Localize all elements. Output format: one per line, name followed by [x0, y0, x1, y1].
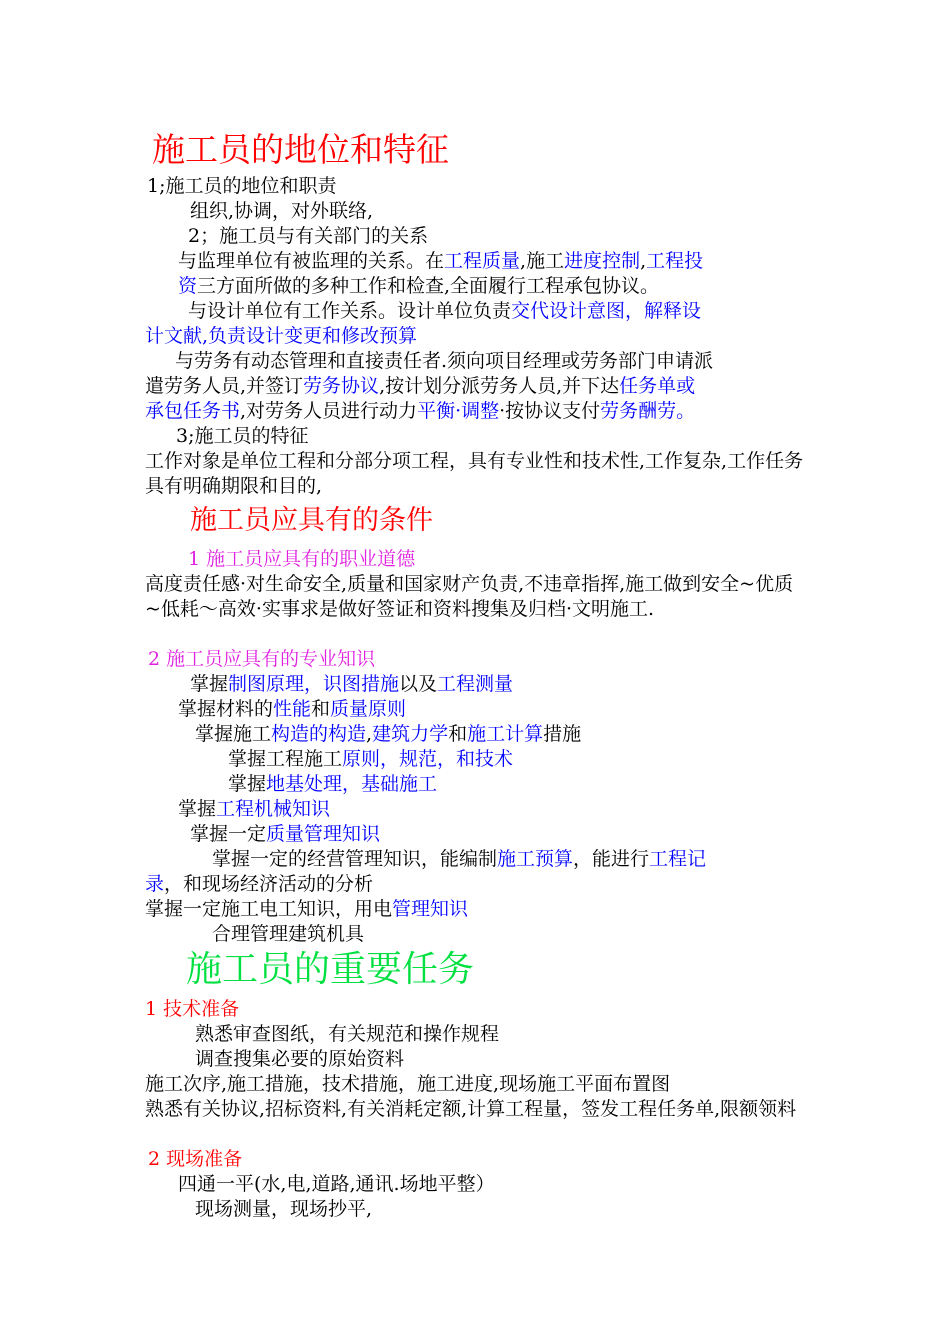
knowledge-item: 掌握工程施工原则，规范，和技术	[228, 748, 514, 770]
text: 与设计单位有工作关系。设计单位负责	[188, 300, 512, 322]
knowledge-item: 掌握一定施工电工知识，用电管理知识	[145, 898, 469, 920]
knowledge-item: 掌握一定质量管理知识	[190, 823, 381, 845]
labor-para-line3: 承包任务书,对劳务人员进行动力平衡·调整·按协议支付劳务酬劳。	[145, 400, 696, 422]
heading-status-and-features: 施工员的地位和特征	[152, 130, 449, 169]
text: 三方面所做的多种工作和检查,全面履行工程承包协议。	[197, 275, 660, 297]
knowledge-item: 掌握制图原理，识图措施以及工程测量	[190, 673, 514, 695]
design-para-line2: 计文献,负责设计变更和修改预算	[145, 325, 418, 347]
section-title-status-duties: 1;施工员的地位和职责	[147, 175, 337, 197]
task-item: 熟悉有关协议,招标资料,有关消耗定额,计算工程量，签发工程任务单,限额领料	[145, 1098, 797, 1120]
site-item: 四通一平(水,电,道路,通讯.场地平整）	[178, 1173, 495, 1195]
text: ,	[640, 250, 647, 272]
heading-qualifications: 施工员应具有的条件	[190, 505, 433, 536]
link-term: 工程质量	[444, 250, 521, 272]
knowledge-item: 掌握地基处理，基础施工	[228, 773, 438, 795]
labor-para-line2: 遣劳务人员,并签订劳务协议,按计划分派劳务人员,并下达任务单或	[145, 375, 696, 397]
task-item: 调查搜集必要的原始资料	[195, 1048, 405, 1070]
knowledge-item-line2: 录，和现场经济活动的分析	[145, 873, 374, 895]
task-item: 熟悉审查图纸，有关规范和操作规程	[195, 1023, 500, 1045]
duties-text: 组织,协调，对外联络,	[190, 200, 374, 222]
features-text: 工作对象是单位工程和分部分项工程，具有专业性和技术性,工作复杂,工作任务具有明确期限和目的,	[145, 450, 804, 497]
labor-para-line1: 与劳务有动态管理和直接责任者.须向项目经理或劳务部门申请派	[175, 350, 714, 372]
tech-prep-title: 1 技术准备	[145, 998, 240, 1020]
ethics-text: 高度责任感·对生命安全,质量和国家财产负责,不违章指挥,施工做到安全~优质~低耗～高效·实事求是做好签证和资料搜集及归档·文明施工.	[145, 573, 794, 620]
heading-main-tasks: 施工员的重要任务	[186, 949, 475, 990]
text: 与监理单位有被监理的关系。在	[178, 250, 445, 272]
section-title-relations: 2；施工员与有关部门的关系	[188, 225, 429, 247]
supervision-para-line2: 资三方面所做的多种工作和检查,全面履行工程承包协议。	[178, 275, 660, 297]
knowledge-title: 2 施工员应具有的专业知识	[148, 648, 376, 670]
site-item: 现场测量，现场抄平,	[195, 1198, 373, 1220]
supervision-para-line1: 与监理单位有被监理的关系。在工程质量,施工进度控制,工程投	[178, 250, 704, 272]
task-item: 施工次序,施工措施，技术措施，施工进度,现场施工平面布置图	[145, 1073, 671, 1095]
ethics-title: 1 施工员应具有的职业道德	[188, 548, 416, 570]
knowledge-item: 掌握材料的性能和质量原则	[178, 698, 407, 720]
knowledge-item: 掌握工程机械知识	[178, 798, 331, 820]
site-prep-title: 2 现场准备	[148, 1148, 243, 1170]
section-title-features: 3;施工员的特征	[176, 425, 309, 447]
text: ,施工	[520, 250, 565, 272]
knowledge-item: 合理管理建筑机具	[212, 923, 365, 945]
link-term: 进度控制	[564, 250, 641, 272]
knowledge-item: 掌握施工构造的构造,建筑力学和施工计算措施	[195, 723, 582, 745]
knowledge-item-line1: 掌握一定的经营管理知识，能编制施工预算，能进行工程记	[212, 848, 707, 870]
design-para-line1: 与设计单位有工作关系。设计单位负责交代设计意图，解释设	[188, 300, 702, 322]
